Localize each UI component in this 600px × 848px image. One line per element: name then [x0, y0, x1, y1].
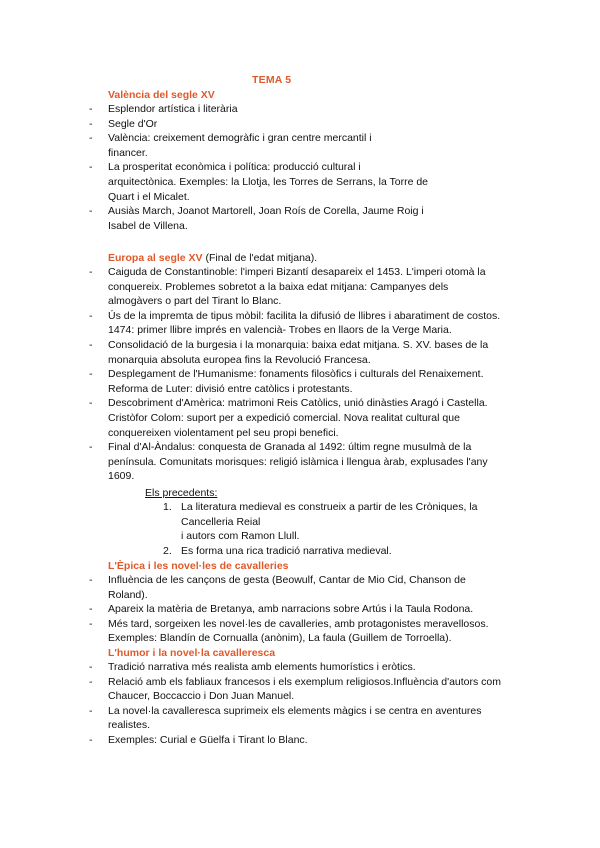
numbered-item: [163, 500, 503, 544]
list-item: - Més tard, sorgeixen les novel·les de cavalleries, amb protagonistes meravellosos. Exemples: Blandín de Cornualla (anònim), La faula (Guillem de Torroella).: [89, 617, 529, 646]
list-item: - Exemples: Curial e Güelfa i Tirant lo Blanc.: [89, 733, 529, 748]
list-item: - Relació amb els fabliaux francesos i els exemplum religiosos.Influència d'autors com Chaucer, Boccaccio i Don Juan Manuel.: [89, 675, 529, 704]
section-list-valencia: [89, 102, 529, 233]
list-item: - Ausiàs March, Joanot Martorell, Joan Roís de Corella, Jaume Roig i Isabel de Villena.: [89, 204, 529, 233]
precedents-heading: Els precedents:: [145, 487, 218, 499]
list-item: - Consolidació de la burgesia i la monarquia: baixa edat mitjana. S. XV. bases de la monarquia absoluta europea fins la Revolució Francesa.: [89, 338, 529, 367]
item-number: 1.: [163, 501, 172, 513]
list-item: - La novel·la cavalleresca suprimeix els elements màgics i se centra en aventures realistes.: [89, 704, 529, 733]
precedents-list: [163, 500, 503, 558]
section-heading-europa-text: Europa al segle XV: [108, 252, 203, 264]
section-heading-epica: L'Èpica i les novel·les de cavalleries: [108, 560, 289, 572]
list-item: - Esplendor artística i literària: [89, 102, 529, 117]
list-item: - La prosperitat econòmica i política: producció cultural i arquitectònica. Exemples: la Llotja, les Torres de Serrans, la Torre de Quart i el Micalet.: [89, 160, 529, 204]
page-title: TEMA 5: [252, 74, 292, 86]
list-item: - Segle d'Or: [89, 117, 529, 132]
section-list-humor: [89, 660, 529, 748]
list-item: - Tradició narrativa més realista amb elements humorístics i eròtics.: [89, 660, 529, 675]
list-item: - Caiguda de Constantinoble: l'imperi Bizantí desapareix el 1453. L'imperi otomà la conquereix. Problemes sobretot a la baixa edat mitjana: Campanyes dels almogàvers o part del Tirant lo Blanc.: [89, 265, 529, 309]
section-heading-valencia: València del segle XV: [108, 89, 215, 101]
numbered-item: [163, 544, 503, 559]
section-heading-europa: [108, 251, 317, 265]
section-heading-humor: L'humor i la novel·la cavalleresca: [108, 647, 276, 659]
list-item: - València: creixement demogràfic i gran centre mercantil i financer.: [89, 131, 529, 160]
item-text: Es forma una rica tradició narrativa medieval.: [181, 544, 392, 557]
list-item: - Ús de la impremta de tipus mòbil: facilita la difusió de llibres i abaratiment de costos. 1474: primer llibre imprés en valencià- Trobes en llaors de la Verge Maria.: [89, 309, 529, 338]
list-item: - Final d'Al-Àndalus: conquesta de Granada al 1492: últim regne musulmà de la península. Comunitats morisques: religió islàmica i llengua àrab, explusades l'any 1609.: [89, 440, 529, 484]
section-heading-europa-note: (Final de l'edat mitjana).: [202, 252, 318, 264]
list-item: - Descobriment d'Amèrica: matrimoni Reis Catòlics, unió dinàsties Aragó i Castella. Cristòfor Colom: suport per a expedició comercial. Nova realitat cultural que conquereixen violentament pel seu propi benefici.: [89, 396, 529, 440]
section-list-epica: [89, 573, 529, 646]
list-item: - Desplegament de l'Humanisme: fonaments filosòfics i culturals del Renaixement. Reforma de Luter: divisió entre catòlics i protestants.: [89, 367, 529, 396]
item-text: La literatura medieval es construeix a partir de les Cròniques, la Cancelleria Reial i autors com Ramon Llull.: [181, 501, 478, 543]
list-item: - Apareix la matèria de Bretanya, amb narracions sobre Artús i la Taula Rodona.: [89, 602, 529, 617]
section-list-europa: [89, 265, 529, 484]
list-item: - Influència de les cançons de gesta (Beowulf, Cantar de Mio Cid, Chanson de Roland).: [89, 573, 529, 602]
item-number: 2.: [163, 544, 172, 557]
